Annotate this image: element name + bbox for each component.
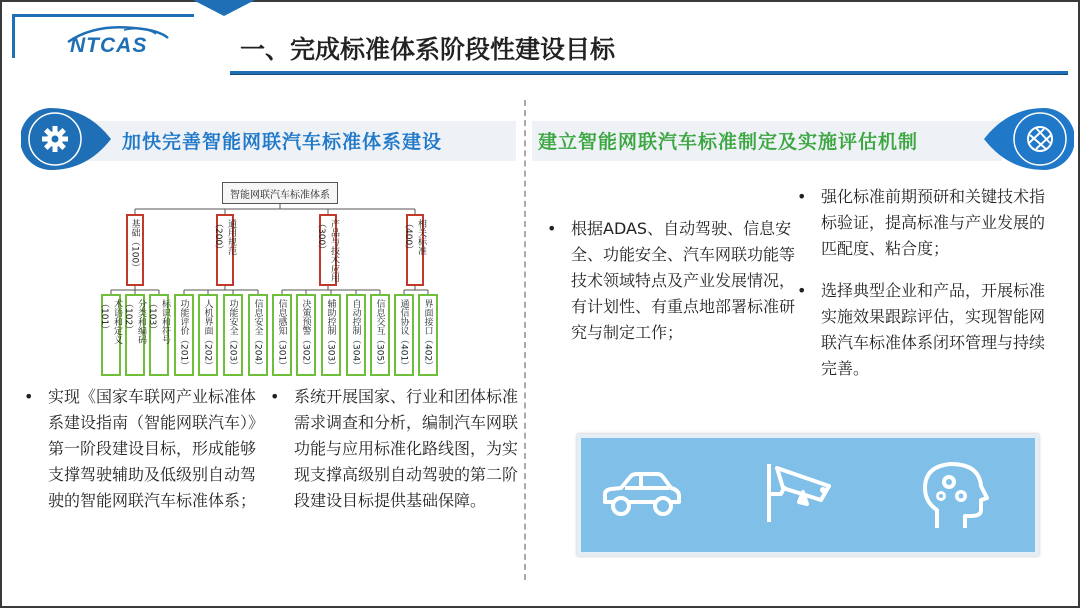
gear-icon bbox=[42, 126, 68, 152]
camera-icon bbox=[763, 460, 837, 526]
right-bullet-1: • 根据ADAS、自动驾驶、信息安全、功能安全、汽车网联功能等技术领域特点及产业发展情况，有计划性、有重点地部署标准研究与制定工作； bbox=[545, 216, 795, 346]
left-bullet-2: • 系统开展国家、行业和团体标准需求调查和分析，编制汽车网联功能与应用标准化路线图，为实现支撑高级别自动驾驶的第二阶段建设目标提供基础保障。 bbox=[268, 384, 518, 514]
tree-leaf-102: 分类和编码（102） bbox=[125, 294, 145, 376]
right-bullet-list-1 bbox=[545, 216, 795, 346]
gear-badge bbox=[21, 104, 113, 174]
tree-leaf-303: 辅助控制（303） bbox=[321, 294, 341, 376]
tree-leaf-302: 决策预警（302） bbox=[296, 294, 316, 376]
left-section-banner bbox=[21, 104, 516, 174]
right-bullet-list-2 bbox=[795, 184, 1060, 398]
tree-leaf-201: 功能评价（201） bbox=[174, 294, 194, 376]
right-section-banner bbox=[532, 104, 1074, 174]
right-banner-label: 建立智能网联汽车标准制定及实施评估机制 bbox=[538, 131, 919, 153]
right-bullet-3: • 选择典型企业和产品，开展标准实施效果跟踪评估，实现智能网联汽车标准体系闭环管理与持续完善。 bbox=[795, 278, 1060, 382]
column-divider bbox=[524, 100, 526, 580]
brain-gears-icon bbox=[921, 460, 989, 532]
title-underline-shadow bbox=[230, 74, 1068, 75]
standard-system-tree bbox=[98, 182, 438, 378]
tree-leaf-402: 界面接口（402） bbox=[418, 294, 438, 376]
tree-root-node: 智能网联汽车标准体系 bbox=[222, 182, 338, 204]
page-title: 一、完成标准体系阶段性建设目标 bbox=[240, 35, 616, 64]
right-bullet-2: • 强化标准前期预研和关键技术指标验证，提高标准与产业发展的匹配度、粘合度； bbox=[795, 184, 1060, 262]
tree-leaf-103: 标识和符号（103） bbox=[149, 294, 169, 376]
tree-node-product: 产品与技术应用（300） bbox=[319, 214, 337, 286]
left-banner-label: 加快完善智能网联汽车标准体系建设 bbox=[122, 131, 443, 153]
logo-text: NTCAS bbox=[70, 34, 148, 57]
tree-node-related: 相关标准（400） bbox=[406, 214, 424, 286]
car-icon bbox=[601, 466, 683, 522]
tree-leaf-305: 信息交互（305） bbox=[370, 294, 390, 376]
aperture-badge bbox=[982, 104, 1074, 174]
left-bullet-list-1 bbox=[22, 384, 268, 514]
feature-icon-panel bbox=[577, 434, 1039, 556]
left-bullet-list-2 bbox=[268, 384, 518, 514]
tree-leaf-204: 信息安全（204） bbox=[248, 294, 268, 376]
tree-leaf-202: 人机界面（202） bbox=[198, 294, 218, 376]
tree-leaf-304: 自动控制（304） bbox=[346, 294, 366, 376]
tree-node-basic: 基础（100） bbox=[126, 214, 144, 286]
tree-leaf-203: 功能安全（203） bbox=[223, 294, 243, 376]
ntcas-logo bbox=[64, 22, 174, 62]
tree-leaf-301: 信息感知（301） bbox=[272, 294, 292, 376]
tree-node-general: 通用规范（200） bbox=[216, 214, 234, 286]
left-bullet-1: • 实现《国家车联网产业标准体系建设指南（智能网联汽车）》第一阶段建设目标，形成能够支撑驾驶辅助及低级别自动驾驶的智能网联汽车标准体系； bbox=[22, 384, 268, 514]
tree-leaf-401: 通信协议（401） bbox=[394, 294, 414, 376]
tree-leaf-101: 术语和定义（101） bbox=[101, 294, 121, 376]
